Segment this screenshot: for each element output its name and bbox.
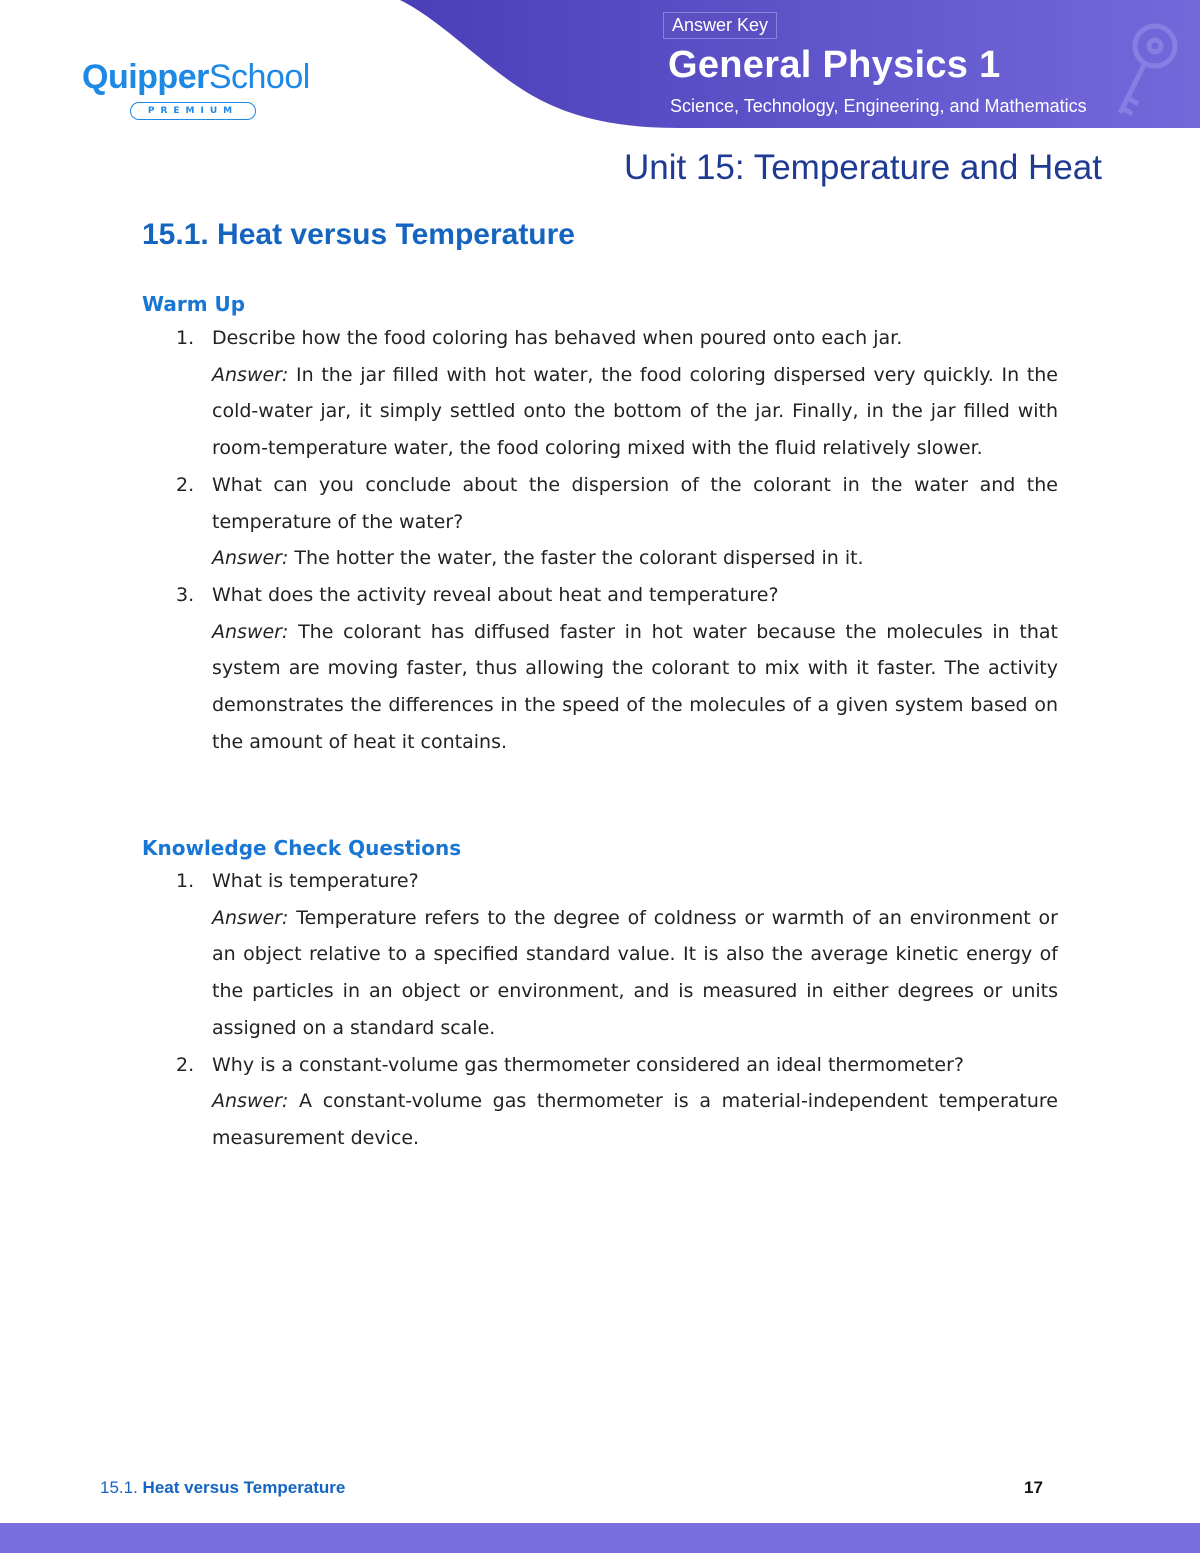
warmup-heading: Warm Up bbox=[142, 292, 246, 316]
footer-section-label bbox=[100, 1478, 345, 1498]
answer-label: Answer: bbox=[212, 363, 289, 386]
answer-text bbox=[142, 614, 1058, 761]
item-number: 2. bbox=[176, 1053, 195, 1076]
answer-body: A constant-volume gas thermometer is a material-independent temperature measurement device. bbox=[212, 1090, 1058, 1149]
footer-section-name: Heat versus Temperature bbox=[142, 1478, 346, 1497]
answer-text bbox=[142, 1083, 1058, 1156]
footer-bar bbox=[0, 1523, 1200, 1553]
question-text: What can you conclude about the dispersion of the colorant in the water and the temperature of the water? bbox=[212, 473, 1058, 533]
knowledge-check-heading: Knowledge Check Questions bbox=[142, 836, 462, 860]
list-item bbox=[142, 1047, 1058, 1084]
quipper-school-logo bbox=[82, 60, 310, 120]
course-subtitle: Science, Technology, Engineering, and Mathematics bbox=[670, 96, 1087, 116]
answer-label: Answer: bbox=[212, 1090, 289, 1113]
key-icon bbox=[1110, 18, 1190, 128]
answer-label: Answer: bbox=[212, 620, 289, 643]
list-item bbox=[142, 320, 1058, 357]
question-text: Describe how the food coloring has behaved when poured onto each jar. bbox=[212, 327, 903, 349]
question-text: Why is a constant-volume gas thermometer considered an ideal thermometer? bbox=[212, 1053, 964, 1076]
list-item bbox=[142, 577, 1058, 614]
logo-premium-badge: PREMIUM bbox=[130, 102, 256, 120]
warmup-list bbox=[142, 320, 1058, 760]
answer-body: In the jar filled with hot water, the food coloring dispersed very quickly. In the cold-water jar, it simply settled onto the bottom of the jar. Finally, in the jar filled with room-temperature water, the food coloring mixed with the fluid relatively slower. bbox=[212, 363, 1058, 460]
answer-key-label: Answer Key bbox=[663, 12, 777, 39]
course-title: General Physics 1 bbox=[668, 44, 1001, 86]
answer-body: The colorant has diffused faster in hot water because the molecules in that system are moving faster, thus allowing the colorant to mix with it faster. The activity demonstrates the differences in the speed of the molecules of a given system based on the amount of heat it contains. bbox=[212, 620, 1058, 753]
answer-text bbox=[142, 357, 1058, 467]
answer-body: Temperature refers to the degree of coldness or warmth of an environment or an object relative to a specified standard value. It is also the average kinetic energy of the particles in an object or environment, and is measured in either degrees or units assigned on a standard scale. bbox=[212, 906, 1058, 1039]
question-text: What is temperature? bbox=[212, 870, 419, 892]
unit-title: Unit 15: Temperature and Heat bbox=[624, 148, 1102, 187]
page-number: 17 bbox=[1024, 1478, 1043, 1497]
answer-label: Answer: bbox=[212, 547, 289, 570]
item-number: 1. bbox=[176, 870, 195, 892]
section-title: 15.1. Heat versus Temperature bbox=[142, 218, 575, 251]
footer-section-number: 15.1. bbox=[100, 1478, 138, 1497]
item-number: 1. bbox=[176, 327, 195, 349]
logo-word-bold: Quipper bbox=[82, 58, 209, 96]
question-text: What does the activity reveal about heat and temperature? bbox=[212, 583, 779, 606]
answer-label: Answer: bbox=[212, 906, 289, 929]
item-number: 2. bbox=[176, 473, 195, 496]
answer-text bbox=[142, 900, 1058, 1047]
knowledge-list bbox=[142, 863, 1058, 1157]
list-item bbox=[142, 467, 1058, 540]
answer-body: The hotter the water, the faster the colorant dispersed in it. bbox=[288, 547, 864, 570]
answer-text bbox=[142, 540, 1058, 577]
list-item bbox=[142, 863, 1058, 900]
item-number: 3. bbox=[176, 583, 195, 606]
logo-word-regular: School bbox=[208, 58, 310, 96]
